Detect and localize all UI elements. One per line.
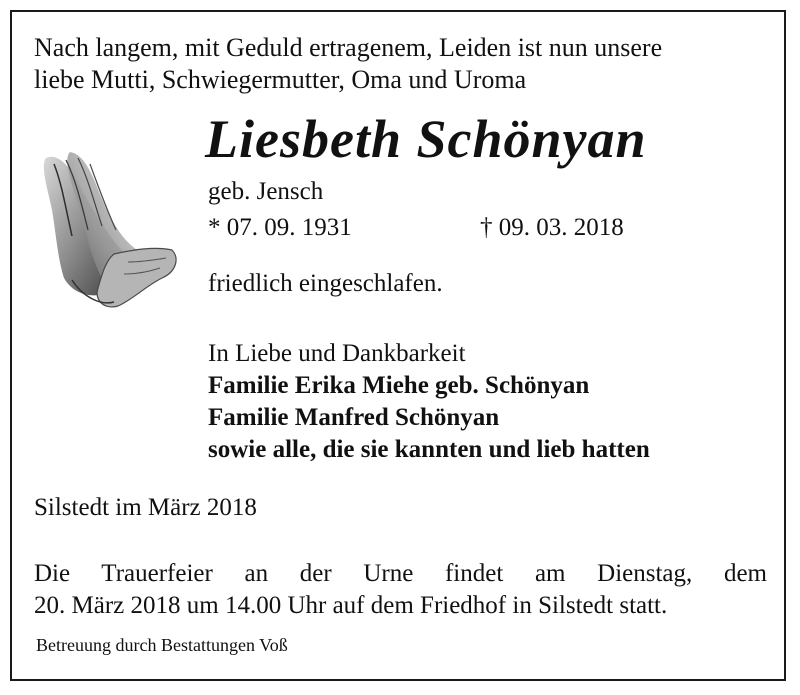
ceremony-line-2: 20. März 2018 um 14.00 Uhr auf dem Friedhof in Silstedt statt. [34, 592, 668, 619]
undertaker-note: Betreuung durch Bestattungen Voß [36, 635, 288, 655]
place-date: Silstedt im März 2018 [34, 494, 257, 521]
mourners-intro: In Liebe und Dankbarkeit [208, 340, 466, 367]
mourner-line-2: Familie Manfred Schönyan [208, 404, 500, 431]
mourner-line-1: Familie Erika Miehe geb. Schönyan [208, 372, 590, 399]
rest-text: friedlich eingeschlafen. [208, 270, 443, 297]
mourner-line-3: sowie alle, die sie kannten und lieb hatten [208, 436, 650, 463]
death-date: † 09. 03. 2018 [480, 214, 624, 241]
birth-date: * 07. 09. 1931 [208, 214, 352, 241]
deceased-name: Liesbeth Schönyan [205, 109, 647, 169]
ceremony-line-1: Die Trauerfeier an der Urne findet am Dienstag, dem [34, 560, 767, 587]
birth-name: geb. Jensch [208, 178, 324, 205]
praying-hands-icon [36, 150, 181, 315]
intro-line-1: Nach langem, mit Geduld ertragenem, Leiden ist nun unsere [34, 33, 663, 62]
intro-line-2: liebe Mutti, Schwiegermutter, Oma und Uroma [34, 65, 527, 94]
